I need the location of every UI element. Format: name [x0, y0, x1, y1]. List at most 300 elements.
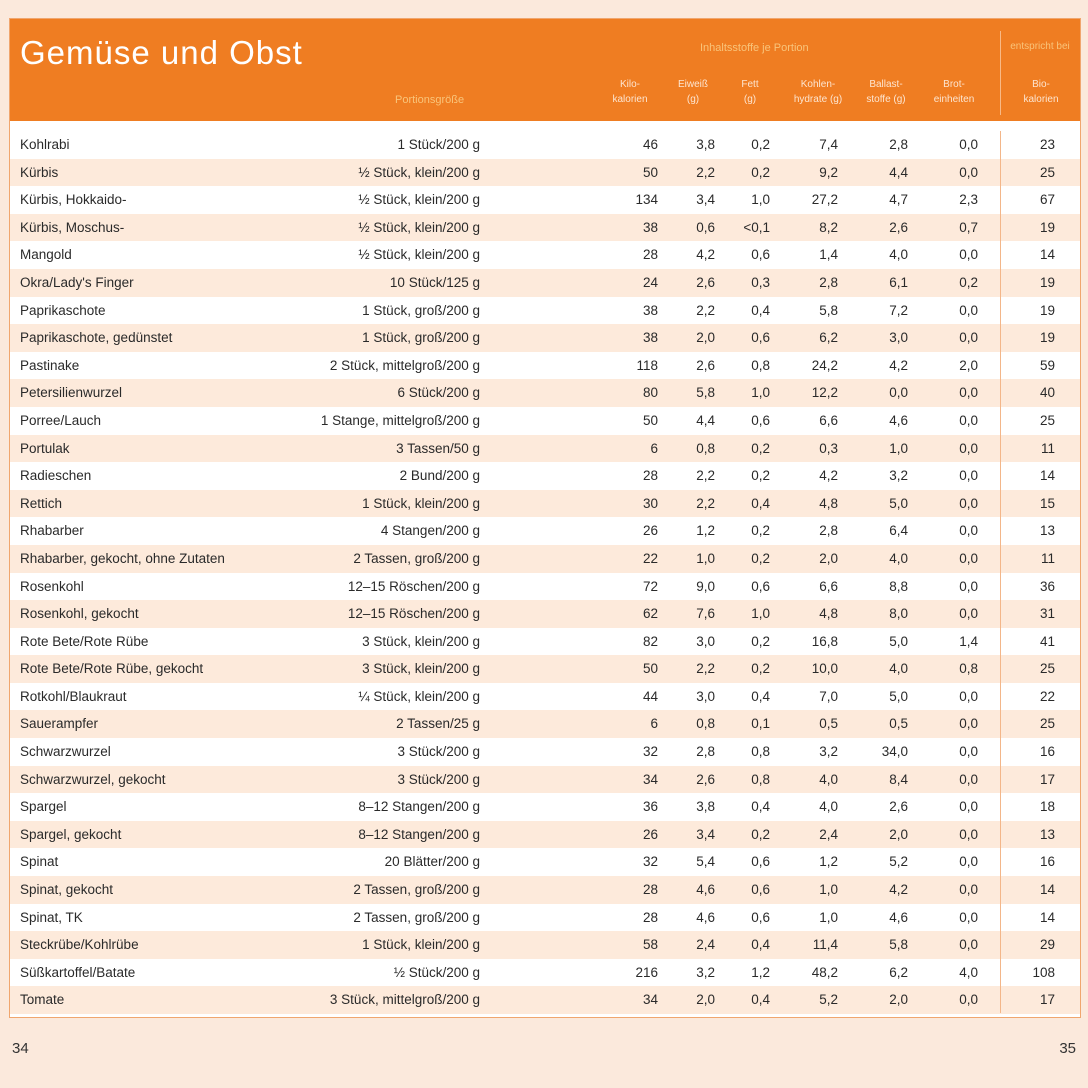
value-carbs: 6,6 [819, 412, 838, 428]
right-group-label: entspricht bei [1010, 41, 1070, 52]
column-header-line1: Fett [741, 79, 759, 90]
value-protein: 2,2 [696, 495, 715, 511]
value-bio: 40 [1039, 385, 1055, 401]
food-name: Kohlrabi [20, 137, 70, 152]
value-protein: 3,0 [696, 688, 715, 704]
column-header-line2: kalorien [612, 94, 648, 105]
portion-size: ½ Stück, klein/200 g [358, 192, 480, 208]
value-fiber: 34,0 [881, 744, 908, 760]
value-fat: 0,6 [751, 578, 770, 594]
value-bio: 18 [1039, 799, 1055, 815]
portion-size: 4 Stangen/200 g [380, 523, 480, 539]
value-kcal: 46 [642, 137, 658, 152]
value-be: 0,0 [959, 937, 978, 953]
portion-size: 3 Stück, klein/200 g [362, 661, 480, 677]
column-header [1006, 77, 1076, 107]
value-fiber: 7,2 [889, 302, 908, 318]
table-row [10, 545, 1080, 573]
food-name: Portulak [20, 440, 70, 456]
value-kcal: 72 [642, 578, 658, 594]
food-name: Spinat, gekocht [20, 882, 114, 898]
value-fiber: 6,4 [889, 523, 908, 539]
value-carbs: 4,8 [819, 495, 838, 511]
value-fiber: 3,2 [889, 468, 908, 484]
food-name: Sauerampfer [20, 716, 99, 732]
value-carbs: 4,0 [819, 799, 838, 815]
value-be: 0,0 [959, 412, 978, 428]
column-header [595, 77, 665, 107]
table-row [10, 490, 1080, 518]
value-carbs: 2,8 [819, 523, 838, 539]
table-row [10, 821, 1080, 849]
value-bio: 13 [1039, 523, 1055, 539]
portion-size: 1 Stück, klein/200 g [362, 495, 480, 511]
value-fat: 0,4 [751, 688, 770, 704]
value-carbs: 0,3 [819, 440, 838, 456]
value-fat: 0,2 [751, 661, 770, 677]
value-fiber: 4,2 [889, 357, 908, 373]
value-be: 4,0 [959, 964, 978, 980]
food-name: Rote Bete/Rote Rübe, gekocht [20, 661, 204, 677]
column-header-line2: stoffe (g) [866, 94, 906, 105]
table-row [10, 573, 1080, 601]
value-kcal: 26 [642, 523, 658, 539]
portion-size: 3 Stück, klein/200 g [362, 633, 480, 649]
food-name: Mangold [20, 247, 72, 263]
value-carbs: 1,4 [819, 247, 838, 263]
food-name: Okra/Lady's Finger [20, 274, 134, 290]
value-be: 0,8 [959, 661, 978, 677]
value-protein: 4,6 [696, 882, 715, 898]
table-header [10, 19, 1080, 121]
value-protein: 2,4 [696, 937, 715, 953]
value-be: 0,0 [959, 744, 978, 760]
value-protein: 0,8 [696, 440, 715, 456]
portion-size: 8–12 Stangen/200 g [358, 826, 480, 842]
food-name: Spinat, TK [20, 909, 83, 925]
value-carbs: 2,4 [819, 826, 838, 842]
food-name: Porree/Lauch [20, 412, 102, 428]
portion-size: 2 Tassen, groß/200 g [353, 909, 480, 925]
portion-size: 12–15 Röschen/200 g [347, 606, 480, 622]
column-header-line2: einheiten [933, 94, 975, 105]
value-bio: 16 [1039, 744, 1055, 760]
value-kcal: 28 [642, 468, 658, 484]
food-name: Rettich [20, 495, 63, 511]
value-bio: 25 [1039, 412, 1055, 428]
table-row [10, 379, 1080, 407]
portion-size: 3 Stück/200 g [397, 744, 480, 760]
table-row [10, 186, 1080, 214]
value-bio: 41 [1039, 633, 1055, 649]
column-header [715, 77, 785, 107]
value-carbs: 7,4 [819, 137, 838, 152]
value-fiber: 5,8 [889, 937, 908, 953]
portion-size: 2 Tassen/25 g [396, 716, 480, 732]
value-be: 0,0 [959, 909, 978, 925]
value-fiber: 6,2 [889, 964, 908, 980]
table-row [10, 269, 1080, 297]
food-name: Spargel, gekocht [20, 826, 122, 842]
value-carbs: 11,4 [812, 937, 838, 953]
value-fat: 0,2 [751, 633, 770, 649]
value-kcal: 34 [642, 771, 658, 787]
table-row [10, 793, 1080, 821]
food-name: Kürbis, Hokkaido- [20, 192, 127, 208]
value-protein: 2,2 [696, 164, 715, 180]
value-be: 0,0 [959, 137, 978, 152]
table-row [10, 710, 1080, 738]
portion-size: 20 Blätter/200 g [384, 854, 480, 870]
value-carbs: 4,8 [819, 606, 838, 622]
value-be: 2,3 [959, 192, 978, 208]
value-protein: 7,6 [696, 606, 715, 622]
value-fat: 1,0 [751, 192, 770, 208]
table-row [10, 159, 1080, 187]
value-protein: 9,0 [696, 578, 715, 594]
portion-size: ½ Stück, klein/200 g [358, 219, 480, 235]
value-fat: 1,2 [751, 964, 770, 980]
value-fiber: 8,4 [889, 771, 908, 787]
value-bio: 25 [1039, 164, 1055, 180]
value-fiber: 6,1 [889, 274, 908, 290]
column-header-line1: Kohlen- [800, 79, 836, 90]
page-title: Gemüse und Obst [20, 34, 303, 71]
portion-size: 10 Stück/125 g [389, 274, 480, 290]
table-row [10, 848, 1080, 876]
value-carbs: 5,2 [819, 992, 838, 1008]
value-be: 0,0 [959, 550, 978, 566]
value-kcal: 30 [642, 495, 658, 511]
value-fiber: 2,8 [889, 137, 908, 152]
value-fiber: 4,6 [889, 412, 908, 428]
value-carbs: 6,2 [819, 330, 838, 346]
value-bio: 19 [1039, 274, 1055, 290]
value-bio: 25 [1039, 716, 1055, 732]
value-be: 0,0 [959, 523, 978, 539]
value-be: 0,0 [959, 771, 978, 787]
value-fiber: 2,0 [889, 826, 908, 842]
value-fat: 0,4 [751, 799, 770, 815]
food-name: Rote Bete/Rote Rübe [20, 633, 149, 649]
value-fat: 0,6 [751, 882, 770, 898]
portion-column-label: Portionsgröße [395, 94, 465, 106]
value-kcal: 58 [642, 937, 658, 953]
value-bio: 17 [1039, 992, 1055, 1008]
value-protein: 4,2 [696, 247, 715, 263]
portion-size: 1 Stück/200 g [397, 137, 480, 152]
value-bio: 67 [1039, 192, 1055, 208]
value-fiber: 4,0 [889, 550, 908, 566]
value-be: 0,0 [959, 799, 978, 815]
table-row [10, 131, 1080, 159]
food-name: Steckrübe/Kohlrübe [20, 937, 139, 953]
value-bio: 13 [1039, 826, 1055, 842]
value-kcal: 34 [642, 992, 658, 1008]
food-name: Kürbis, Moschus- [20, 219, 125, 235]
value-bio: 59 [1039, 357, 1055, 373]
value-fat: 0,4 [751, 495, 770, 511]
value-fat: 0,2 [751, 523, 770, 539]
value-carbs: 8,2 [819, 219, 838, 235]
value-kcal: 216 [635, 964, 658, 980]
value-fat: 0,4 [751, 937, 770, 953]
value-fiber: 2,0 [889, 992, 908, 1008]
food-name: Rosenkohl [20, 578, 84, 594]
value-fiber: 3,0 [889, 330, 908, 346]
value-protein: 5,4 [696, 854, 715, 870]
value-kcal: 80 [642, 385, 658, 401]
value-carbs: 0,5 [819, 716, 838, 732]
value-bio: 31 [1039, 606, 1055, 622]
table-row [10, 600, 1080, 628]
value-be: 0,0 [959, 688, 978, 704]
portion-size: 2 Bund/200 g [399, 468, 480, 484]
value-kcal: 22 [642, 550, 658, 566]
column-header [919, 77, 989, 107]
value-bio: 19 [1039, 302, 1055, 318]
value-fiber: 5,0 [889, 688, 908, 704]
food-name: Süßkartoffel/Batate [20, 964, 136, 980]
value-kcal: 44 [642, 688, 658, 704]
value-bio: 19 [1039, 330, 1055, 346]
portion-size: ½ Stück/200 g [393, 964, 480, 980]
value-be: 0,0 [959, 826, 978, 842]
column-header-line1: Bio- [1032, 79, 1050, 90]
value-carbs: 4,0 [819, 771, 838, 787]
value-bio: 14 [1039, 882, 1055, 898]
value-fiber: 2,6 [889, 219, 908, 235]
value-fat: <0,1 [743, 219, 770, 235]
value-protein: 2,6 [696, 274, 715, 290]
portion-size: 2 Stück, mittelgroß/200 g [329, 357, 480, 373]
value-fiber: 4,4 [889, 164, 908, 180]
value-fat: 0,4 [751, 302, 770, 318]
value-carbs: 24,2 [811, 357, 838, 373]
food-name: Pastinake [20, 357, 80, 373]
portion-size: 2 Tassen, groß/200 g [353, 550, 480, 566]
group-label: Inhaltsstoffe je Portion [700, 42, 809, 54]
value-protein: 2,2 [696, 302, 715, 318]
value-protein: 2,2 [696, 661, 715, 677]
value-protein: 5,8 [696, 385, 715, 401]
value-kcal: 50 [642, 661, 658, 677]
value-be: 0,0 [959, 854, 978, 870]
value-protein: 3,2 [696, 964, 715, 980]
table-row [10, 986, 1080, 1014]
value-protein: 1,0 [696, 550, 715, 566]
value-protein: 3,8 [696, 137, 715, 152]
column-header-line1: Kilo- [619, 79, 640, 90]
portion-size: 3 Stück, mittelgroß/200 g [329, 992, 480, 1008]
nutrition-table-panel [9, 18, 1081, 1018]
column-header-line2: (g) [743, 94, 757, 105]
value-fat: 0,1 [751, 716, 770, 732]
value-protein: 3,4 [696, 826, 715, 842]
portion-size: 3 Tassen/50 g [396, 440, 480, 456]
value-fat: 0,6 [751, 247, 770, 263]
value-protein: 2,6 [696, 357, 715, 373]
value-be: 0,0 [959, 578, 978, 594]
food-name: Rhabarber, gekocht, ohne Zutaten [20, 550, 225, 566]
value-fiber: 4,7 [889, 192, 908, 208]
nutrition-table [10, 131, 1080, 1014]
value-fat: 0,8 [751, 744, 770, 760]
portion-size: 6 Stück/200 g [397, 385, 480, 401]
value-be: 1,4 [959, 633, 978, 649]
value-fiber: 8,0 [889, 606, 908, 622]
value-protein: 4,4 [696, 412, 715, 428]
value-carbs: 12,2 [811, 385, 838, 401]
value-be: 0,0 [959, 247, 978, 263]
portion-size: 2 Tassen, groß/200 g [353, 882, 480, 898]
value-fat: 0,6 [751, 412, 770, 428]
value-fat: 0,2 [751, 440, 770, 456]
value-kcal: 28 [642, 882, 658, 898]
value-fiber: 2,6 [889, 799, 908, 815]
value-bio: 11 [1040, 550, 1055, 566]
value-fiber: 8,8 [889, 578, 908, 594]
portion-size: 8–12 Stangen/200 g [358, 799, 480, 815]
value-fat: 0,8 [751, 357, 770, 373]
value-fat: 0,2 [751, 550, 770, 566]
value-fat: 0,6 [751, 330, 770, 346]
value-carbs: 10,0 [811, 661, 838, 677]
value-fiber: 0,5 [889, 716, 908, 732]
value-bio: 14 [1039, 247, 1055, 263]
value-bio: 25 [1039, 661, 1055, 677]
food-name: Petersilienwurzel [20, 385, 123, 401]
column-header-line2: (g) [686, 94, 700, 105]
value-kcal: 118 [636, 357, 658, 373]
value-kcal: 36 [642, 799, 658, 815]
column-header-line1: Brot- [943, 79, 965, 90]
food-name: Schwarzwurzel [20, 744, 111, 760]
value-carbs: 1,0 [819, 882, 838, 898]
value-carbs: 48,2 [811, 964, 838, 980]
value-kcal: 62 [642, 606, 658, 622]
food-name: Rotkohl/Blaukraut [20, 688, 127, 704]
value-be: 0,0 [959, 495, 978, 511]
portion-size: 1 Stück, klein/200 g [362, 937, 480, 953]
portion-size: 1 Stück, groß/200 g [362, 330, 480, 346]
value-fiber: 4,0 [889, 247, 908, 263]
column-header-line2: kalorien [1023, 94, 1059, 105]
value-carbs: 1,0 [819, 909, 838, 925]
value-fat: 0,6 [751, 909, 770, 925]
food-name: Radieschen [20, 468, 92, 484]
value-protein: 3,4 [696, 192, 715, 208]
value-kcal: 6 [650, 440, 658, 456]
value-fiber: 5,0 [889, 633, 908, 649]
value-fiber: 1,0 [889, 440, 908, 456]
value-fiber: 5,0 [889, 495, 908, 511]
value-bio: 19 [1039, 219, 1055, 235]
value-be: 2,0 [959, 357, 978, 373]
table-row [10, 628, 1080, 656]
value-be: 0,0 [959, 468, 978, 484]
value-fiber: 0,0 [889, 385, 908, 401]
value-fiber: 4,6 [889, 909, 908, 925]
value-be: 0,0 [959, 164, 978, 180]
value-fiber: 4,0 [889, 661, 908, 677]
portion-size: 1 Stück, groß/200 g [362, 302, 480, 318]
food-name: Rosenkohl, gekocht [20, 606, 139, 622]
food-name: Tomate [20, 992, 65, 1008]
value-be: 0,2 [959, 274, 978, 290]
value-carbs: 16,8 [811, 633, 838, 649]
food-name: Paprikaschote [20, 302, 106, 318]
food-name: Kürbis [20, 164, 59, 180]
value-protein: 0,8 [696, 716, 715, 732]
value-kcal: 28 [642, 909, 658, 925]
column-header [851, 77, 921, 107]
value-carbs: 1,2 [819, 854, 838, 870]
table-row [10, 462, 1080, 490]
food-name: Rhabarber [20, 523, 84, 539]
value-kcal: 26 [642, 826, 658, 842]
table-row [10, 683, 1080, 711]
table-row [10, 241, 1080, 269]
table-row [10, 738, 1080, 766]
page-number-left: 34 [12, 1040, 29, 1057]
column-header-line2: hydrate (g) [793, 94, 843, 105]
value-fat: 0,3 [751, 274, 770, 290]
value-protein: 3,0 [696, 633, 715, 649]
value-carbs: 6,6 [819, 578, 838, 594]
value-kcal: 38 [642, 302, 658, 318]
portion-size: 1 Stange, mittelgroß/200 g [320, 412, 480, 428]
value-protein: 3,8 [696, 799, 715, 815]
value-bio: 11 [1040, 440, 1055, 456]
value-bio: 15 [1039, 495, 1055, 511]
value-kcal: 82 [642, 633, 658, 649]
table-divider [1000, 131, 1001, 1013]
value-fat: 0,2 [751, 164, 770, 180]
value-bio: 108 [1032, 964, 1055, 980]
value-protein: 4,6 [696, 909, 715, 925]
value-be: 0,0 [959, 716, 978, 732]
table-row [10, 904, 1080, 932]
value-protein: 2,0 [696, 330, 715, 346]
table-row [10, 435, 1080, 463]
value-protein: 2,6 [696, 771, 715, 787]
value-kcal: 24 [642, 274, 658, 290]
value-carbs: 5,8 [819, 302, 838, 318]
value-bio: 29 [1039, 937, 1055, 953]
value-bio: 14 [1039, 468, 1055, 484]
column-header [783, 77, 853, 107]
value-bio: 23 [1039, 137, 1055, 152]
value-be: 0,0 [959, 385, 978, 401]
value-protein: 2,2 [696, 468, 715, 484]
value-carbs: 27,2 [811, 192, 838, 208]
value-be: 0,0 [959, 302, 978, 318]
page-number-right: 35 [1059, 1040, 1076, 1057]
value-kcal: 28 [642, 247, 658, 263]
portion-size: ½ Stück, klein/200 g [358, 164, 480, 180]
value-bio: 17 [1039, 771, 1055, 787]
value-be: 0,0 [959, 992, 978, 1008]
value-carbs: 2,8 [819, 274, 838, 290]
table-row [10, 324, 1080, 352]
value-fat: 0,6 [751, 854, 770, 870]
value-fat: 0,2 [751, 468, 770, 484]
portion-size: 12–15 Röschen/200 g [347, 578, 480, 594]
value-fat: 0,4 [751, 992, 770, 1008]
value-bio: 36 [1039, 578, 1055, 594]
value-carbs: 7,0 [819, 688, 838, 704]
